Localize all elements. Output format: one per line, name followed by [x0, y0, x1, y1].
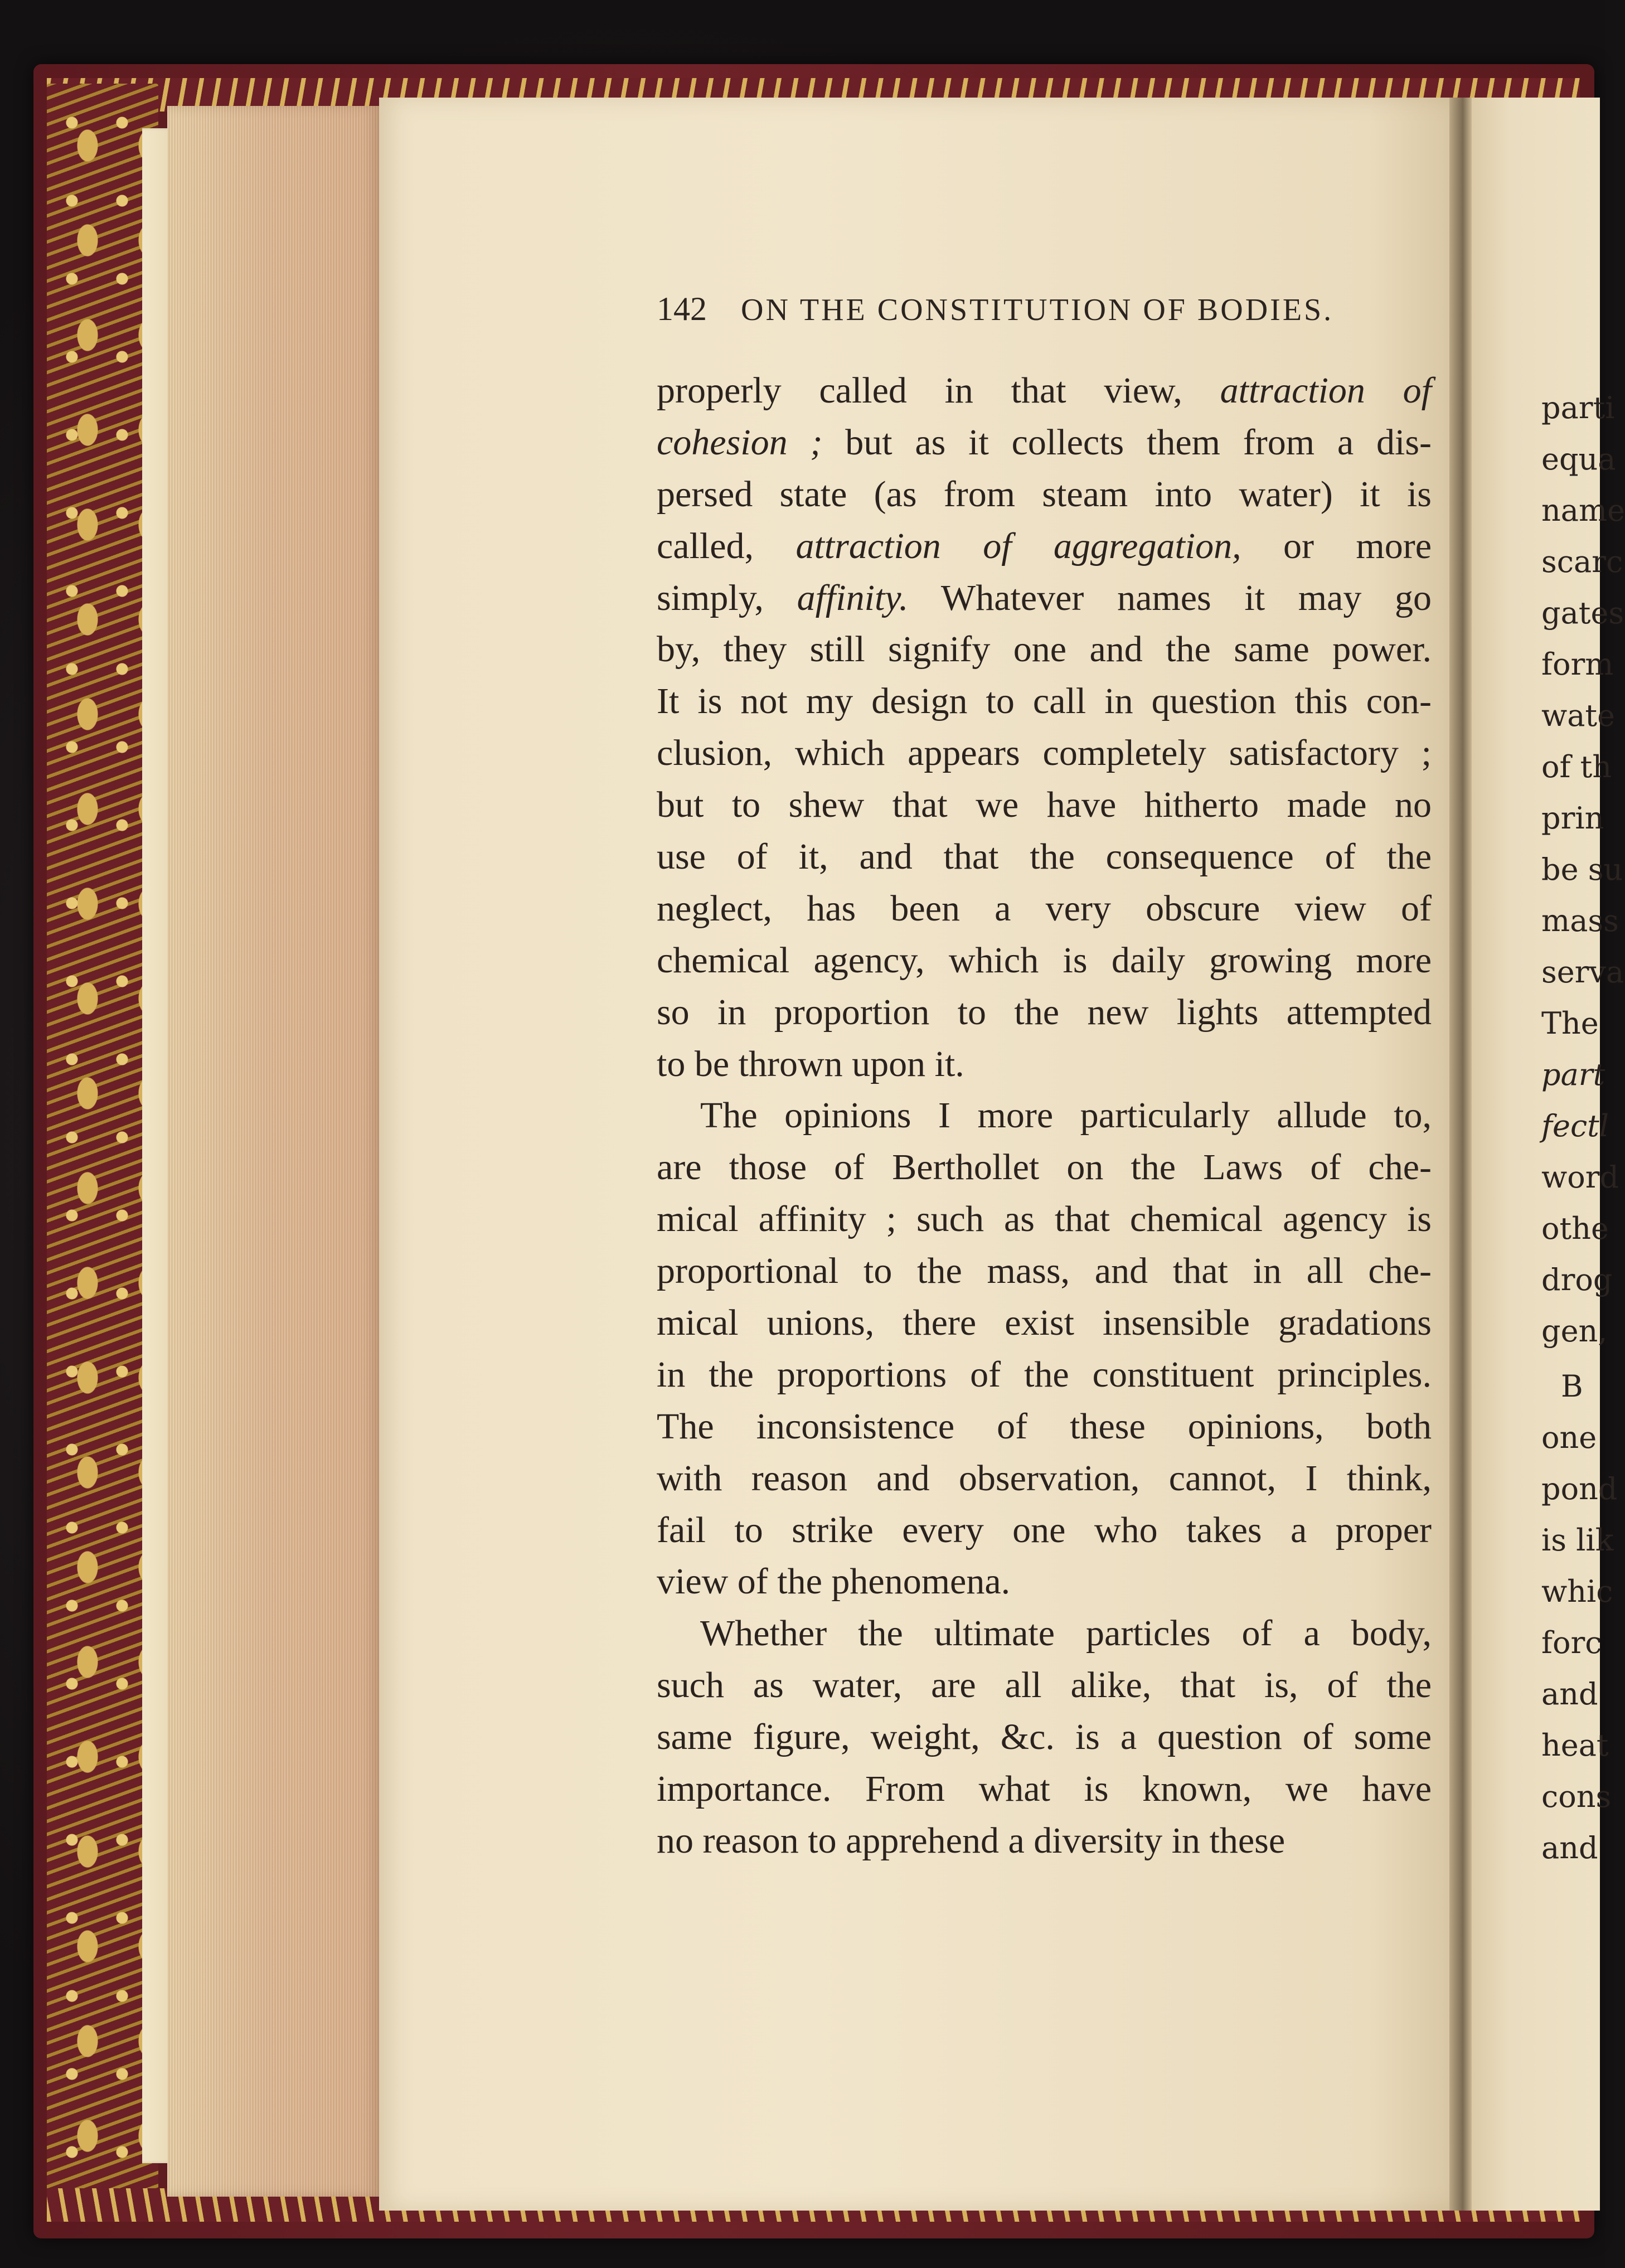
facing-page-fragment: serva — [1541, 954, 1624, 990]
text-line — [657, 417, 1432, 469]
facing-page-fragment: one — [1541, 1420, 1597, 1455]
line-text: The inconsistence of these opinions, both — [657, 1406, 1432, 1447]
facing-page-fragment: cons — [1541, 1779, 1612, 1814]
line-text: proportional to the mass, and that in all che- — [657, 1251, 1432, 1292]
running-title: ON THE CONSTITUTION OF BODIES. — [741, 293, 1334, 327]
text-line — [657, 1401, 1432, 1453]
page-number: 142 — [657, 290, 707, 327]
facing-page-fragment: and — [1541, 1830, 1598, 1865]
facing-page-fragment: part — [1541, 1057, 1605, 1092]
text-line — [657, 1763, 1432, 1815]
line-text: to be thrown upon it. — [657, 1043, 964, 1084]
facing-page-fragment: drog — [1541, 1262, 1613, 1297]
line-text: no reason to apprehend a diversity in these — [657, 1820, 1286, 1861]
text-line — [657, 1453, 1432, 1505]
facing-page-fragment: of th — [1541, 749, 1612, 784]
italic-text: attraction of aggregation, — [795, 525, 1241, 566]
line-text: are those of Berthollet on the Laws of che- — [657, 1147, 1432, 1188]
facing-page-fragment: fectl — [1541, 1108, 1609, 1143]
line-text: importance. From what is known, we have — [657, 1768, 1432, 1810]
facing-page-fragment: form — [1541, 647, 1614, 682]
line-text: Whether the ultimate particles of a body, — [700, 1613, 1432, 1654]
text-line — [657, 987, 1432, 1039]
text-line — [657, 1142, 1432, 1194]
text-line — [657, 1608, 1432, 1660]
text-line — [657, 1505, 1432, 1557]
line-text: called, — [657, 525, 754, 566]
body-text — [657, 365, 1432, 1867]
line-text: or more — [1283, 525, 1432, 566]
facing-page-fragment: equa — [1541, 442, 1616, 477]
line-text: mical unions, there exist insensible gradations — [657, 1302, 1432, 1344]
line-text: The opinions I more particularly allude to, — [700, 1095, 1432, 1136]
facing-page-fragment: scarc — [1541, 544, 1623, 579]
facing-page-fragment: pond — [1541, 1471, 1618, 1506]
facing-page-fragment: be su — [1541, 852, 1623, 887]
facing-page-fragment: whic — [1541, 1574, 1613, 1609]
facing-page-fragment: othe — [1541, 1211, 1609, 1246]
text-line — [657, 779, 1432, 831]
line-text: mical affinity ; such as that chemical agency is — [657, 1199, 1432, 1240]
line-text: in the proportions of the constituent principles. — [657, 1354, 1432, 1395]
paragraph — [657, 1608, 1432, 1867]
line-text: by, they still signify one and the same power. — [657, 629, 1432, 670]
text-line — [657, 1349, 1432, 1401]
facing-page-fragment: forc — [1541, 1625, 1602, 1660]
line-text: so in proportion to the new lights attempted — [657, 991, 1432, 1033]
text-line — [657, 365, 1432, 417]
text-line — [657, 676, 1432, 728]
line-text: same figure, weight, &c. is a question of some — [657, 1717, 1432, 1758]
facing-page-fragment: word — [1541, 1160, 1619, 1195]
text-line — [657, 1556, 1432, 1608]
text-line — [657, 883, 1432, 935]
italic-text: cohesion ; — [657, 421, 823, 463]
text-line — [657, 624, 1432, 676]
text-line — [657, 1660, 1432, 1712]
page-block-edge — [167, 106, 379, 2197]
italic-text: attraction of — [1220, 370, 1432, 411]
line-text: view of the phenomena. — [657, 1561, 1011, 1602]
text-line — [657, 1815, 1432, 1867]
text-line — [657, 1246, 1432, 1297]
line-text: It is not my design to call in question this con- — [657, 681, 1432, 722]
text-line — [657, 728, 1432, 779]
paragraph — [657, 365, 1432, 1090]
facing-page-fragment: name — [1541, 493, 1625, 528]
facing-page-fragment: parti — [1541, 390, 1615, 425]
facing-page-fragment: mass — [1541, 903, 1619, 938]
line-text: Whatever names it may go — [940, 577, 1432, 618]
facing-page-fragment: heat — [1541, 1728, 1609, 1763]
line-text: simply, — [657, 577, 764, 618]
running-head — [657, 290, 1337, 328]
gilt-floral-border-left — [47, 84, 158, 2219]
text-line — [657, 1090, 1432, 1142]
line-text: fail to strike every one who takes a proper — [657, 1509, 1432, 1550]
text-line — [657, 573, 1432, 624]
facing-page-fragment: gen, — [1541, 1314, 1608, 1349]
line-text: neglect, has been a very obscure view of — [657, 888, 1432, 929]
book-gutter — [1449, 98, 1472, 2211]
facing-page-fragment: and — [1541, 1676, 1598, 1712]
line-text: but as it collects them from a dis- — [845, 421, 1432, 463]
facing-page-fragment: is lik — [1541, 1523, 1614, 1558]
paragraph — [657, 1090, 1432, 1608]
line-text: use of it, and that the consequence of the — [657, 836, 1432, 878]
facing-page-fragment: The — [1541, 1006, 1599, 1041]
text-line — [657, 1712, 1432, 1763]
line-text: clusion, which appears completely satisfactory ; — [657, 733, 1432, 774]
line-text: but to shew that we have hitherto made no — [657, 784, 1432, 826]
text-line — [657, 1039, 1432, 1091]
text-line — [657, 935, 1432, 987]
facing-page-fragment: wate — [1541, 698, 1616, 733]
facing-page-fragment: gates — [1541, 595, 1624, 631]
text-line — [657, 1297, 1432, 1349]
text-line — [657, 1194, 1432, 1246]
text-line — [657, 469, 1432, 521]
line-text: chemical agency, which is daily growing more — [657, 939, 1432, 981]
line-text: with reason and observation, cannot, I think, — [657, 1457, 1432, 1499]
line-text: such as water, are all alike, that is, of the — [657, 1665, 1432, 1706]
facing-page — [1472, 98, 1625, 2211]
italic-text: affinity. — [797, 577, 909, 618]
facing-page-fragment: B — [1561, 1369, 1583, 1404]
line-text: properly called in that view, — [657, 370, 1182, 411]
text-line — [657, 831, 1432, 883]
facing-page-fragment: prin — [1541, 801, 1604, 836]
line-text: persed state (as from steam into water) it is — [657, 473, 1432, 515]
text-line — [657, 521, 1432, 573]
